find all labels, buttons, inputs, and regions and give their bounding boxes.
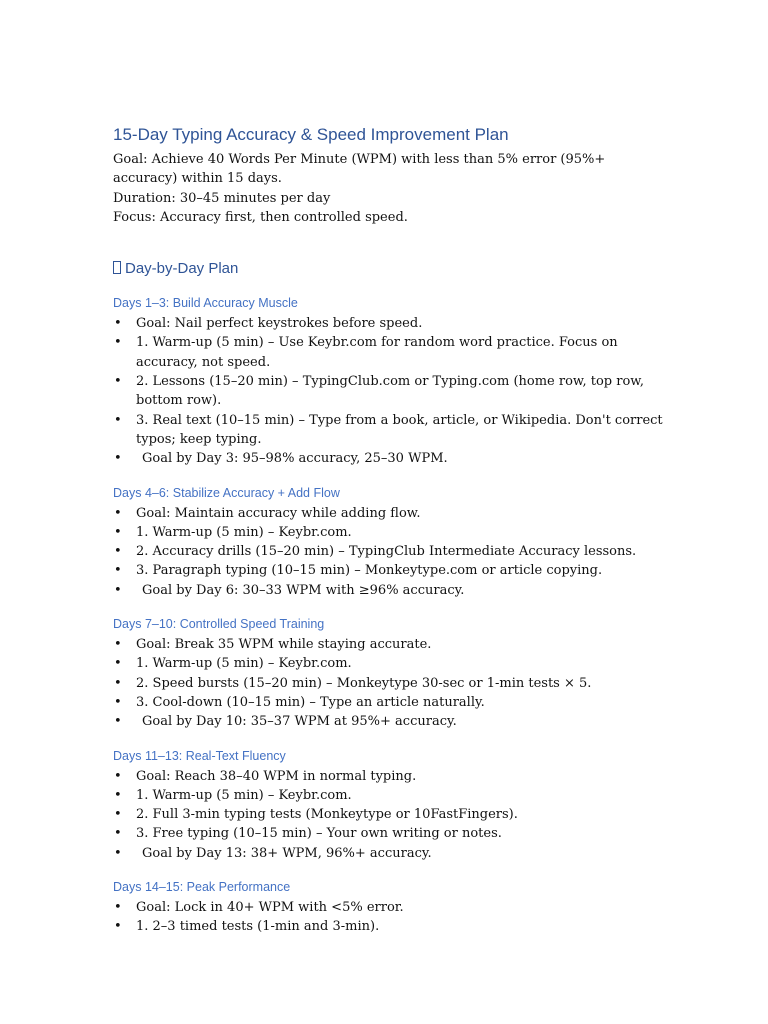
list-item-text: Goal: Lock in 40+ WPM with <5% error.	[136, 900, 404, 916]
list-item	[113, 805, 673, 824]
phase-title: Days 11–13: Real-Text Fluency	[113, 748, 286, 763]
list-item	[113, 523, 673, 542]
list-item-text: 1. Warm-up (5 min) – Use Keybr.com for random word practice. Focus on accuracy, not speed.	[136, 335, 618, 370]
bullet-icon: •	[114, 768, 122, 784]
phase-item-list	[113, 314, 673, 468]
bullet-icon: •	[114, 919, 122, 935]
bullet-icon: •	[114, 316, 122, 332]
list-item-text: Goal by Day 3: 95–98% accuracy, 25–30 WPM.	[142, 451, 448, 467]
bullet-icon: •	[114, 524, 122, 540]
phase-title: Days 7–10: Controlled Speed Training	[113, 617, 325, 632]
section-title	[113, 259, 673, 279]
bullet-icon: •	[114, 544, 122, 560]
missing-glyph-icon	[113, 261, 121, 274]
phase-days-1-3	[113, 294, 673, 468]
list-item	[113, 824, 673, 843]
phase-days-4-6	[113, 484, 673, 600]
list-item	[113, 449, 673, 468]
list-item-text: 2. Accuracy drills (15–20 min) – TypingClub Intermediate Accuracy lessons.	[136, 544, 637, 560]
phase-days-7-10	[113, 615, 673, 731]
phase-days-11-13	[113, 747, 673, 863]
section-title-text: Day-by-Day Plan	[125, 260, 239, 278]
duration-text: Duration: 30–45 minutes per day	[113, 190, 331, 206]
list-item	[113, 693, 673, 712]
list-item-text: 2. Lessons (15–20 min) – TypingClub.com or Typing.com (home row, top row, bottom row).	[136, 374, 645, 409]
bullet-icon: •	[114, 335, 122, 351]
bullet-icon: •	[114, 675, 122, 691]
list-item-text: Goal: Maintain accuracy while adding flow.	[136, 505, 421, 521]
list-item-text: Goal by Day 6: 30–33 WPM with ≥96% accuracy.	[142, 582, 465, 598]
phase-title: Days 1–3: Build Accuracy Muscle	[113, 296, 298, 311]
list-item-text: 1. Warm-up (5 min) – Keybr.com.	[136, 656, 352, 672]
list-item-text: Goal: Break 35 WPM while staying accurate.	[136, 637, 432, 653]
list-item	[113, 654, 673, 673]
bullet-icon: •	[114, 637, 122, 653]
phase-title: Days 14–15: Peak Performance	[113, 880, 291, 895]
phase-item-list	[113, 504, 673, 600]
phase-item-list	[113, 635, 673, 731]
list-item	[113, 917, 673, 936]
list-item	[113, 581, 673, 600]
bullet-icon: •	[114, 412, 122, 428]
list-item	[113, 844, 673, 863]
bullet-icon: •	[114, 582, 122, 598]
focus-text: Focus: Accuracy first, then controlled speed.	[113, 209, 408, 225]
bullet-icon: •	[114, 374, 122, 390]
list-item-text: 3. Free typing (10–15 min) – Your own writing or notes.	[136, 826, 502, 842]
list-item	[113, 411, 673, 450]
bullet-icon: •	[114, 787, 122, 803]
goal-text: Goal: Achieve 40 Words Per Minute (WPM) with less than 5% error (95%+ accuracy) within 15 days.	[113, 152, 606, 187]
list-item-text: Goal by Day 13: 38+ WPM, 96%+ accuracy.	[142, 845, 432, 861]
bullet-icon: •	[114, 505, 122, 521]
bullet-icon: •	[114, 656, 122, 672]
bullet-icon: •	[114, 563, 122, 579]
phase-item-list	[113, 898, 673, 937]
bullet-icon: •	[114, 694, 122, 710]
list-item	[113, 542, 673, 561]
bullet-icon: •	[114, 714, 122, 730]
list-item	[113, 898, 673, 917]
phase-title: Days 4–6: Stabilize Accuracy + Add Flow	[113, 485, 340, 500]
list-item-text: 1. Warm-up (5 min) – Keybr.com.	[136, 787, 352, 803]
document-page	[113, 124, 673, 937]
document-title: 15-Day Typing Accuracy & Speed Improvement Plan	[113, 125, 509, 144]
list-item	[113, 504, 673, 523]
list-item	[113, 561, 673, 580]
bullet-icon: •	[114, 451, 122, 467]
list-item	[113, 767, 673, 786]
list-item-text: 3. Cool-down (10–15 min) – Type an article naturally.	[136, 694, 485, 710]
list-item-text: Goal by Day 10: 35–37 WPM at 95%+ accuracy.	[142, 714, 457, 730]
list-item	[113, 674, 673, 693]
list-item-text: 1. 2–3 timed tests (1-min and 3-min).	[136, 919, 380, 935]
list-item	[113, 712, 673, 731]
list-item	[113, 314, 673, 333]
bullet-icon: •	[114, 900, 122, 916]
list-item-text: 3. Real text (10–15 min) – Type from a book, article, or Wikipedia. Don't correct typos; keep typing.	[136, 412, 663, 447]
list-item-text: 2. Speed bursts (15–20 min) – Monkeytype 30-sec or 1-min tests × 5.	[136, 675, 592, 691]
list-item-text: 3. Paragraph typing (10–15 min) – Monkeytype.com or article copying.	[136, 563, 603, 579]
list-item	[113, 635, 673, 654]
list-item-text: Goal: Nail perfect keystrokes before speed.	[136, 316, 423, 332]
list-item	[113, 333, 673, 372]
bullet-icon: •	[114, 807, 122, 823]
phase-days-14-15	[113, 878, 673, 937]
phase-item-list	[113, 767, 673, 863]
list-item	[113, 372, 673, 411]
bullet-icon: •	[114, 845, 122, 861]
list-item-text: Goal: Reach 38–40 WPM in normal typing.	[136, 768, 417, 784]
list-item-text: 2. Full 3-min typing tests (Monkeytype or 10FastFingers).	[136, 807, 518, 823]
list-item	[113, 786, 673, 805]
bullet-icon: •	[114, 826, 122, 842]
list-item-text: 1. Warm-up (5 min) – Keybr.com.	[136, 524, 352, 540]
plan-summary	[113, 150, 673, 227]
